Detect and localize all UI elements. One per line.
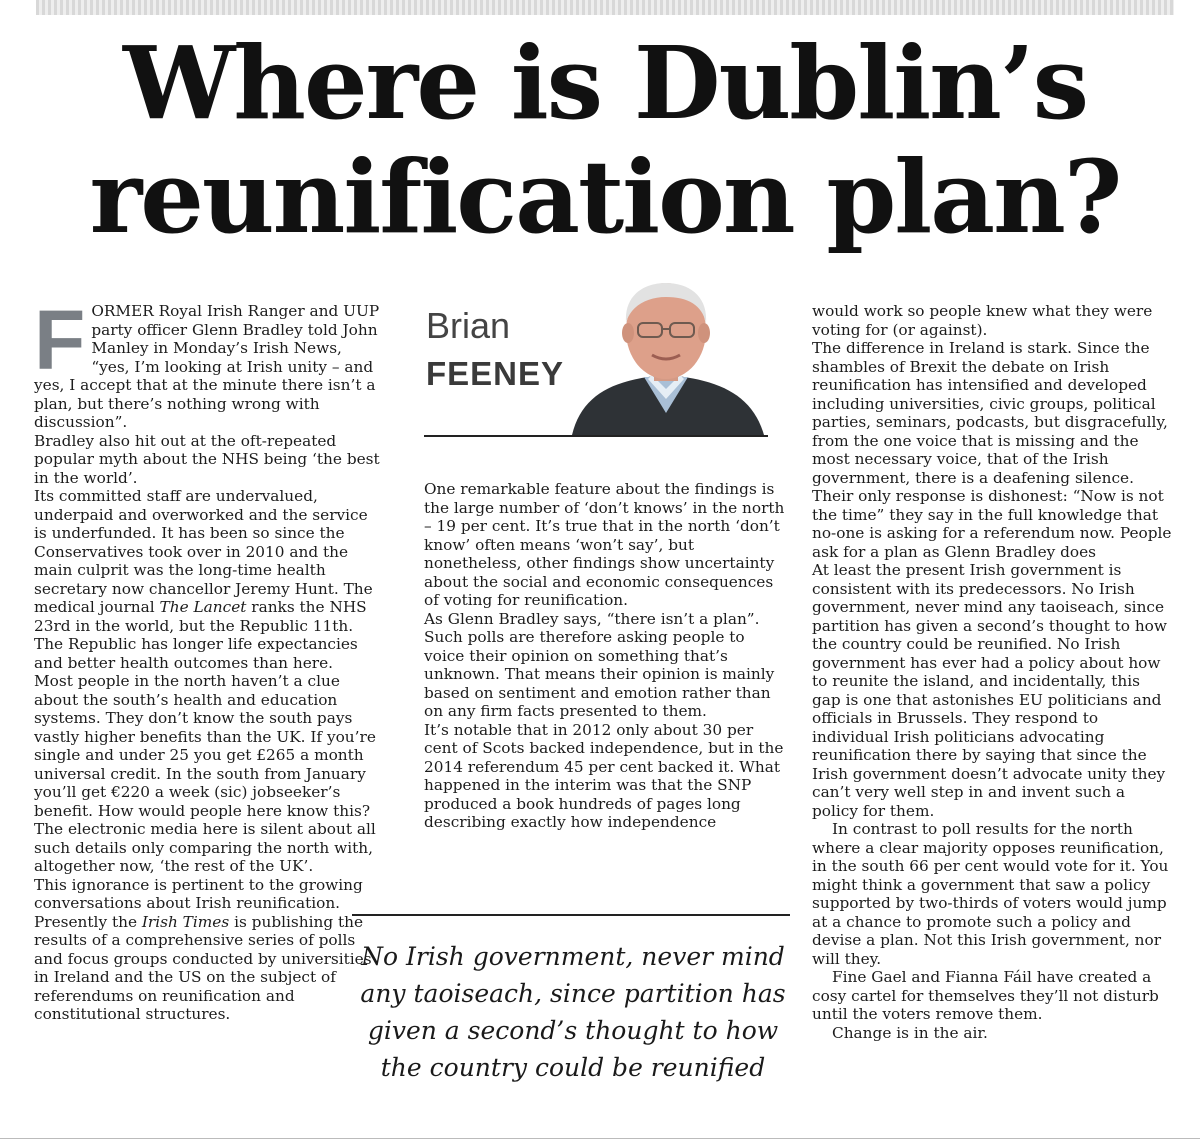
headline: Where is Dublin’s reunification plan?	[89, 24, 1121, 256]
column-3	[812, 302, 1172, 1042]
publication-name: Irish Times	[141, 912, 230, 931]
pullquote-rule	[352, 914, 790, 916]
author-portrait	[564, 275, 768, 435]
paragraph: In contrast to poll results for the north where a clear majority opposes reunification, in the south 66 per cent would vote for it. You might think a government that saw a policy supported by two-thirds of voters would jump at a chance to promote such a policy and devise a plan. Not this Irish government, nor will they.	[812, 820, 1169, 968]
bottom-rule	[0, 1138, 1200, 1139]
paragraph: Bradley also hit out at the oft-repeated popular myth about the NHS being ‘the best in the world’.	[34, 431, 380, 487]
paragraph: ORMER Royal Irish Ranger and UUP party officer Glenn Bradley told John Manley in Monday’s Irish News, “yes, I’m looking at Irish unity – and yes, I accept that at the minute there isn’t a plan, but there’s nothing wrong with discussion”.	[34, 302, 380, 431]
author-last-name: FEENEY	[426, 355, 565, 392]
paragraph: As Glenn Bradley says, “there isn’t a plan”. Such polls are therefore asking people to voice their opinion on something that’s unknown. That means their opinion is mainly based on sentiment and emotion rather than on any firm facts presented to them.	[424, 609, 775, 720]
paragraph: The electronic media here is silent about all such details only comparing the north with, altogether now, ‘the rest of the UK’.	[34, 820, 376, 875]
pull-quote: No Irish government, never mind any taoiseach, since partition has given a second’s thought to how the country could be reunified	[360, 942, 786, 1082]
author-first-name: Brian	[426, 305, 511, 346]
paragraph: This ignorance is pertinent to the growing conversations about Irish reunification.	[34, 875, 363, 912]
paragraph: It’s notable that in 2012 only about 30 per cent of Scots backed independence, but in the 2014 referendum 45 per cent backed it. What happened in the interim was that the SNP produced a book hundreds of pages long describing exactly how independence	[424, 720, 784, 831]
paragraph: Most people in the north haven’t a clue about the south’s health and education systems. They don’t know the south pays vastly higher benefits than the UK. If you’re single and under 25 you get £265 a month universal credit. In the south from January you’ll get €220 a week (sic) jobseeker’s benefit. How would people here know this?	[34, 672, 376, 820]
author-byline	[424, 275, 768, 437]
paragraph: The difference in Ireland is stark. Since the shambles of Brexit the debate on Irish reunification has intensified and developed including universities, civic groups, political parties, seminars, podcasts, but disgracefully, from the one voice that is missing and the most necessary voice, that of the Irish government, there is a deafening silence. Their only response is dishonest: “Now is not the time” they say in the full knowledge that no-one is asking for a referendum now. People ask for a plan as Glenn Bradley does	[812, 339, 1172, 561]
paragraph: Its committed staff are undervalued, underpaid and overworked and the service is underfunded. It has been so since the Conservatives took over in 2010 and the main culprit was the long-time health secretary now chancellor Jeremy Hunt. The medical journal The Lancet ranks the NHS 23rd in the world, but the Republic 11th.	[34, 487, 373, 635]
paragraph: would work so people knew what they were voting for (or against).	[812, 302, 1153, 339]
column-2	[424, 480, 786, 832]
paragraph: One remarkable feature about the findings is the large number of ‘don’t knows’ in the north – 19 per cent. It’s true that in the north ‘don’t know’ often means ‘won’t say’, but nonetheless, other findings show uncertainty about the social and economic consequences of voting for reunification.	[424, 480, 785, 609]
paragraph: The Republic has longer life expectancies and better health outcomes than here.	[34, 635, 358, 672]
drop-cap: F	[34, 293, 86, 387]
publication-name: The Lancet	[159, 598, 247, 616]
top-border-band	[36, 0, 1174, 15]
column-1	[34, 293, 384, 1024]
paragraph: Change is in the air.	[832, 1023, 988, 1042]
paragraph: Fine Gael and Fianna Fáil have created a cosy cartel for themselves they’ll not disturb until the voters remove them.	[812, 968, 1159, 1023]
paragraph: Presently the Irish Times is publishing the results of a comprehensive series of polls and focus groups conducted by universities in Ireland and the US on the subject of referendums on reunification and constitutional structures.	[34, 912, 372, 1023]
paragraph: At least the present Irish government is consistent with its predecessors. No Irish government, never mind any taoiseach, since partition has given a second’s thought to how the country could be reunified. No Irish government has ever had a policy about how to reunite the island, and incidentally, this gap is one that astonishes EU politicians and officials in Brussels. They respond to individual Irish politicians advocating reunification there by saying that since the Irish government doesn’t advocate unity they can’t very well step in and invent such a policy for them.	[812, 561, 1167, 820]
